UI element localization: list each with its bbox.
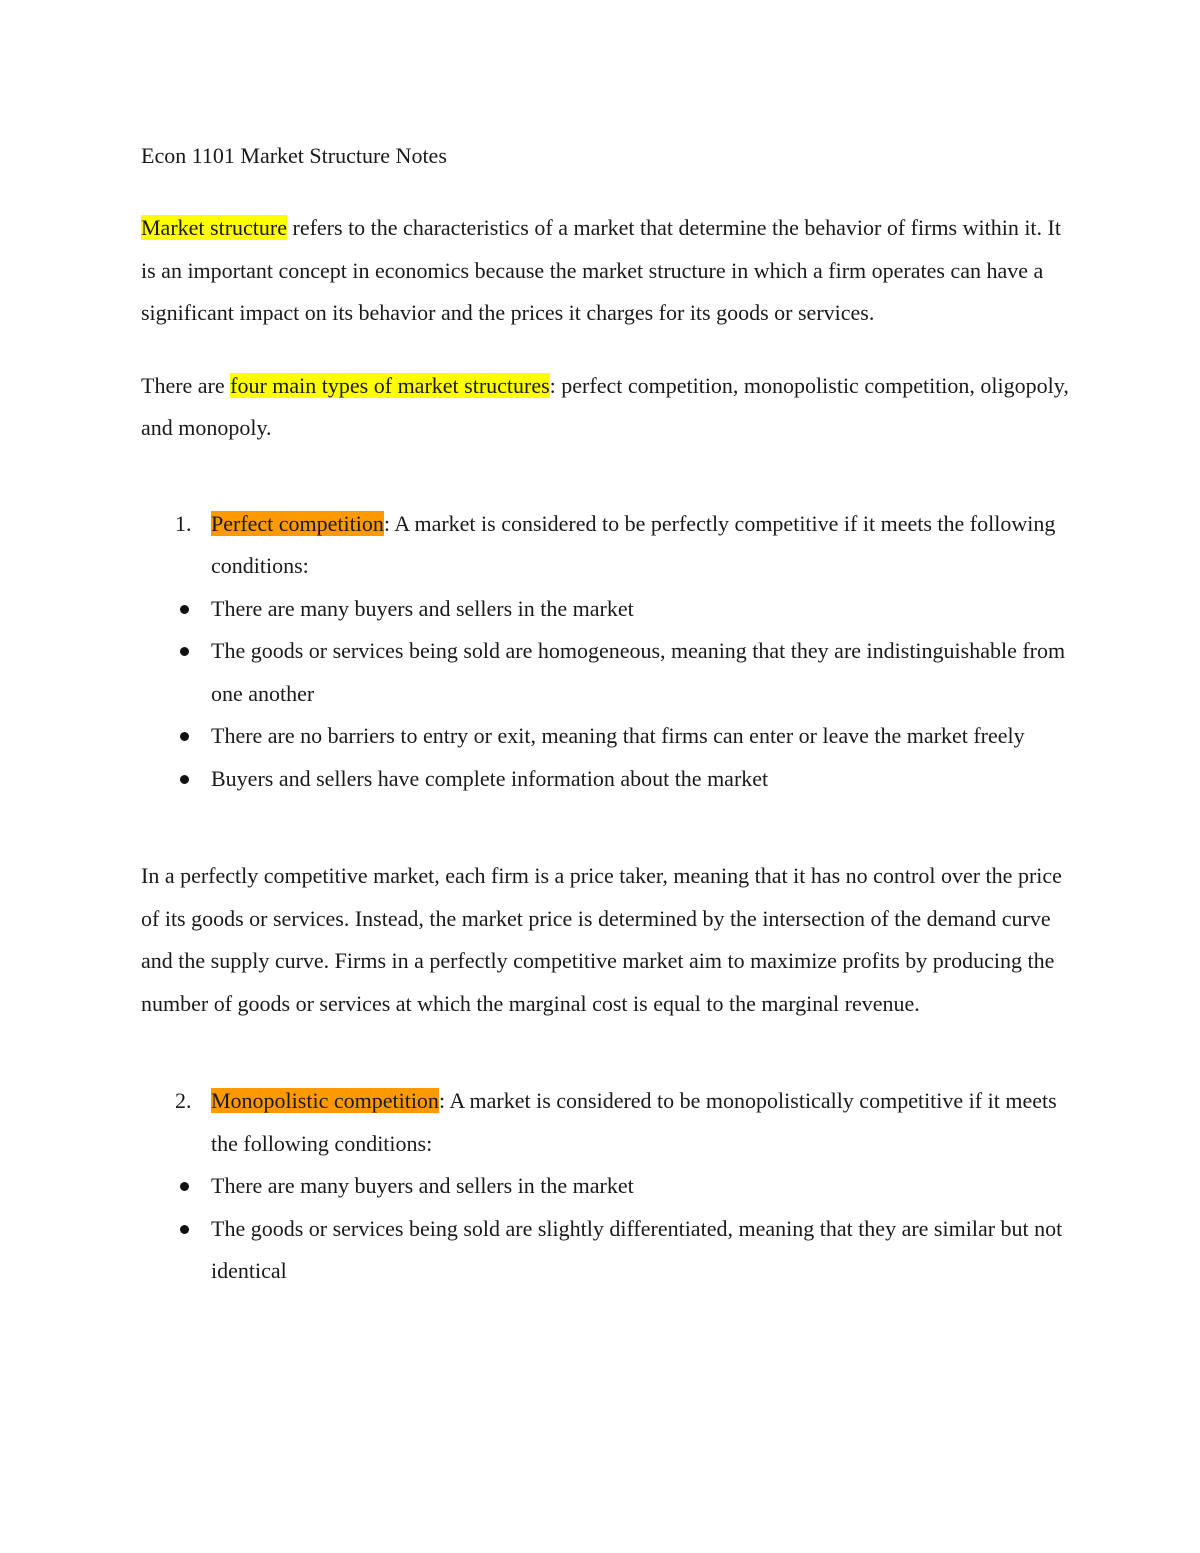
types-paragraph [141,365,1071,450]
monopolistic-competition-list [141,1080,1071,1293]
list-number: 2. [175,1088,192,1113]
price-taker-paragraph: In a perfectly competitive market, each firm is a price taker, meaning that it has no control over the price of its goods or services. Instead, the market price is determined by the intersection of the demand curve and the supply curve. Firms in a perfectly competitive market aim to maximize profits by producing the number of goods or services at which the marginal cost is equal to the marginal revenue. [141,863,1062,1016]
bullet-text: The goods or services being sold are homogeneous, meaning that they are indistinguishable from one another [211,638,1066,706]
paragraph-text: : perfect competition, monopolistic competition, oligopoly, and monopoly. [141,372,1069,440]
highlighted-term: Perfect competition [211,510,384,536]
list-item-text: : A market is considered to be perfectly competitive if it meets the following conditions: [211,510,1056,578]
numbered-list-item [141,503,1071,588]
highlighted-term: Market structure [141,215,287,240]
paragraph-text: There are [141,372,231,398]
highlighted-term: Monopolistic competition [211,1088,439,1113]
bullet-text: There are many buyers and sellers in the market [211,1173,634,1198]
bullet-icon [180,732,189,741]
bullet-text: The goods or services being sold are slightly differentiated, meaning that they are similar but not identical [211,1215,1063,1283]
bullet-text: Buyers and sellers have complete information about the market [211,765,769,791]
bullet-icon [180,605,189,614]
paragraph-text: refers to the characteristics of a market that determine the behavior of firms within it. It is an important concept in economics because the market structure in which a firm operates can have a significant impact on its behavior and the prices it charges for its goods or services. [141,215,1061,325]
document-title: Econ 1101 Market Structure Notes [141,143,447,168]
bullet-list-item [141,630,1071,715]
highlighted-term: four main types of market structures [230,372,550,398]
bullet-list-item [141,715,1071,758]
bullet-list-item [141,588,1071,631]
list-number: 1. [175,510,192,536]
numbered-list-item [141,1080,1071,1165]
bullet-icon [180,647,189,656]
bullet-list-item [141,1208,1071,1293]
bullet-list-item [141,758,1071,801]
bullet-list-item [141,1165,1071,1208]
document-page [141,135,1071,1293]
bullet-text: There are no barriers to entry or exit, meaning that firms can enter or leave the market freely [211,723,1025,748]
list-item-text: : A market is considered to be monopolistically competitive if it meets the following conditions: [211,1088,1057,1156]
bullet-icon [180,1182,189,1191]
intro-paragraph [141,207,1071,335]
perfect-competition-list [141,503,1071,801]
bullet-icon [180,775,189,784]
bullet-text: There are many buyers and sellers in the market [211,595,634,621]
bullet-icon [180,1225,189,1234]
